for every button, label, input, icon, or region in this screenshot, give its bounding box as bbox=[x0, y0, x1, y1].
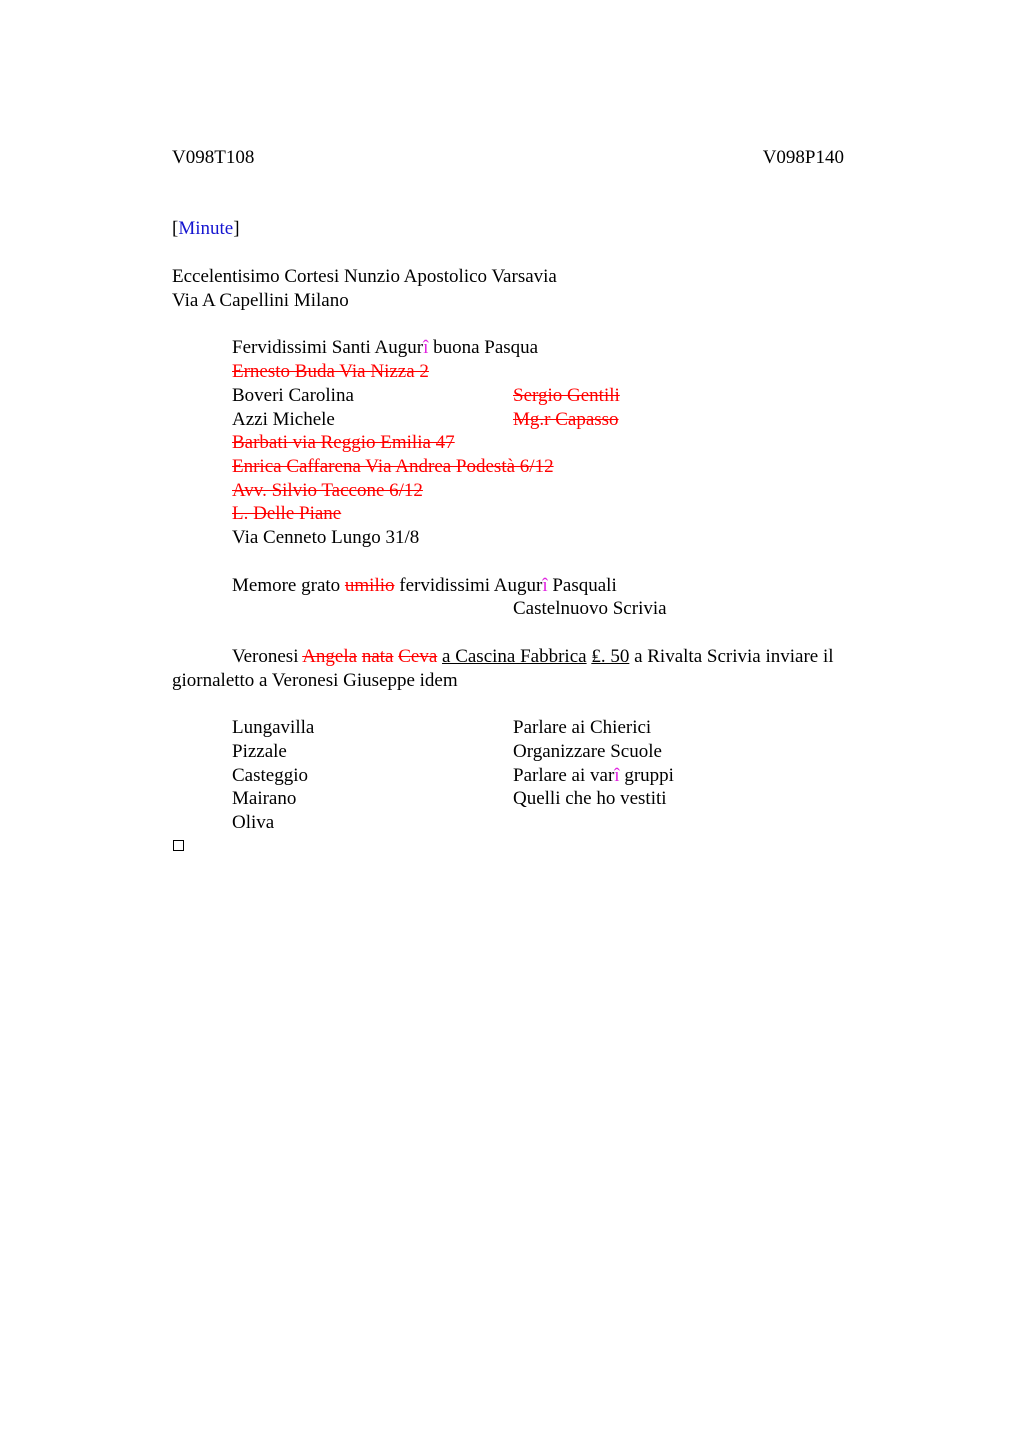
header-left-code: V098T108 bbox=[172, 147, 255, 168]
list-item-casteggio: Casteggio bbox=[232, 765, 308, 786]
struck-name-1: Ernesto Buda Via Nizza 2 bbox=[232, 361, 429, 382]
memore-line bbox=[232, 574, 617, 598]
header-right-code: V098P140 bbox=[762, 147, 844, 168]
struck-name-barbati: Barbati via Reggio Emilia 47 bbox=[232, 432, 455, 453]
list-item-oliva: Oliva bbox=[232, 812, 275, 833]
minute-label: Minute bbox=[178, 218, 234, 239]
list-item-pizzale: Pizzale bbox=[232, 741, 287, 762]
veronesi-part-1: Veronesi bbox=[232, 646, 303, 667]
struck-name-capasso: Mg.r Capasso bbox=[513, 409, 619, 430]
signature-place: Castelnuovo Scrivia bbox=[513, 598, 667, 619]
address-line-2: Via A Capellini Milano bbox=[172, 290, 349, 311]
bracket-close: ] bbox=[233, 218, 240, 239]
veronesi-line-2: giornaletto a Veronesi Giuseppe idem bbox=[172, 670, 458, 691]
veronesi-underlined-cascina: a Cascina Fabbrica bbox=[442, 646, 587, 667]
greeting-line bbox=[232, 336, 538, 360]
struck-name-caffarena: Enrica Caffarena Via Andrea Podestà 6/12 bbox=[232, 456, 554, 477]
veronesi-struck-angela: Angela bbox=[302, 646, 358, 667]
list-item-mairano: Mairano bbox=[232, 788, 297, 809]
greeting-part-2: buona Pasqua bbox=[428, 337, 539, 358]
memore-part-2: fervidissimi Augur bbox=[394, 575, 543, 596]
bracket-open: [ bbox=[172, 218, 179, 239]
struck-name-gentili: Sergio Gentili bbox=[513, 385, 620, 406]
address-cenneto: Via Cenneto Lungo 31/8 bbox=[232, 527, 420, 548]
section-label bbox=[172, 217, 240, 241]
list-item-organizzare-scuole: Organizzare Scuole bbox=[513, 741, 662, 762]
name-boveri: Boveri Carolina bbox=[232, 385, 354, 406]
greeting-accent: î bbox=[423, 337, 429, 358]
greeting-part-1: Fervidissimi Santi Augur bbox=[232, 337, 424, 358]
list-item-vestiti: Quelli che ho vestiti bbox=[513, 788, 667, 809]
list-item-parlare-chierici: Parlare ai Chierici bbox=[513, 717, 652, 738]
memore-part-1: Memore grato bbox=[232, 575, 345, 596]
list-item-parlare-gruppi bbox=[513, 764, 674, 788]
gruppi-part-1: Parlare ai var bbox=[513, 765, 615, 786]
list-item-lungavilla: Lungavilla bbox=[232, 717, 315, 738]
struck-name-taccone: Avv. Silvio Taccone 6/12 bbox=[232, 480, 423, 501]
veronesi-struck-nata: nata bbox=[361, 646, 394, 667]
veronesi-line-1 bbox=[232, 645, 834, 669]
address-line-1: Eccelentisimo Cortesi Nunzio Apostolico Varsavia bbox=[172, 266, 557, 287]
veronesi-struck-ceva: Ceva bbox=[398, 646, 438, 667]
memore-struck: umilio bbox=[344, 575, 395, 596]
gruppi-part-2: gruppi bbox=[619, 765, 674, 786]
gruppi-accent: î bbox=[614, 765, 620, 786]
name-azzi: Azzi Michele bbox=[232, 409, 335, 430]
veronesi-underlined-amount: ₤. 50 bbox=[591, 646, 630, 667]
struck-name-delle-piane: L. Delle Piane bbox=[232, 503, 342, 524]
checkbox-square-icon bbox=[173, 840, 184, 851]
veronesi-part-2: a Rivalta Scrivia inviare il bbox=[629, 646, 834, 667]
memore-part-3: Pasquali bbox=[547, 575, 617, 596]
memore-accent: î bbox=[542, 575, 548, 596]
